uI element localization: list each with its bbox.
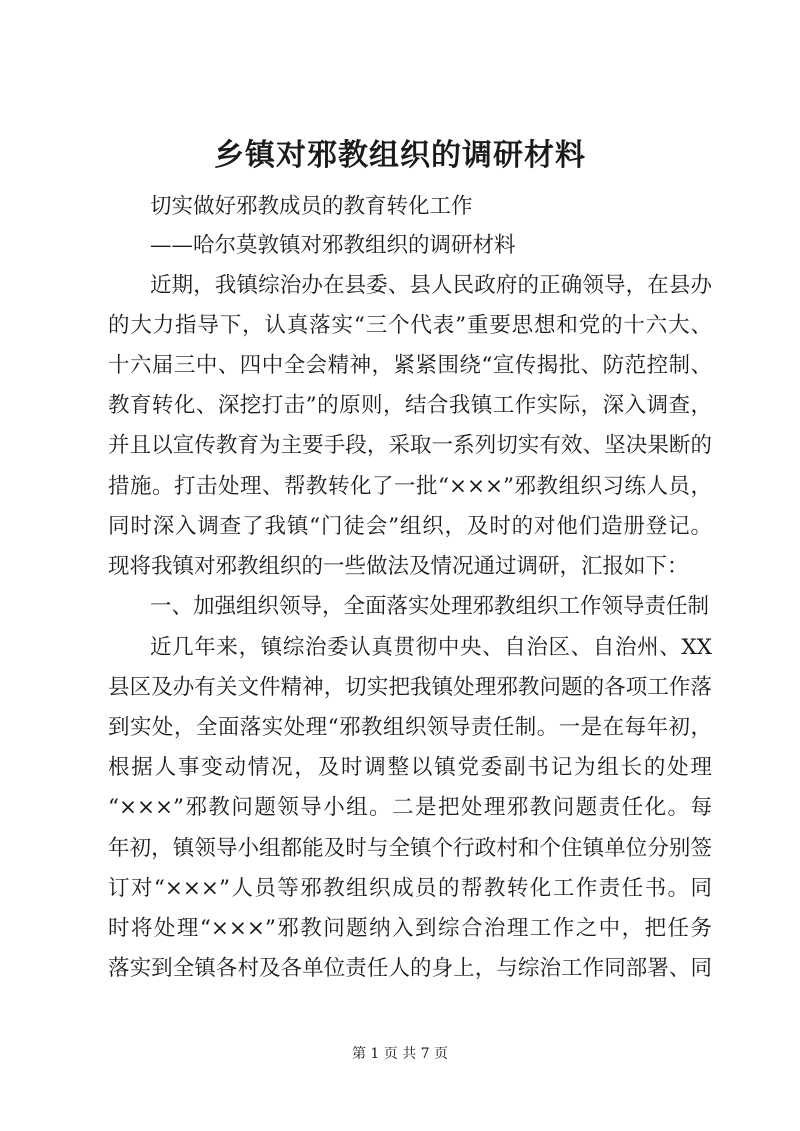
paragraph-1-line-4: 教育转化、深挖打击”的原则，结合我镇工作实际，深入调查， <box>108 393 712 418</box>
paragraph-2-line-6: 年初，镇领导小组都能及时与全镇个行政村和个住镇单位分别签 <box>108 836 712 861</box>
subtitle-line-1: 切实做好邪教成员的教育转化工作 <box>150 194 473 219</box>
paragraph-2-line-2: 县区及办有关文件精神，切实把我镇处理邪教问题的各项工作落 <box>108 675 712 700</box>
paragraph-1-line-5: 并且以宣传教育为主要手段，采取一系列切实有效、坚决果断的 <box>108 433 712 458</box>
section-1-heading: 一、加强组织领导，全面落实处理邪教组织工作领导责任制 <box>150 594 710 619</box>
paragraph-2-line-3: 到实处，全面落实处理“邪教组织领导责任制。一是在每年初， <box>108 715 712 740</box>
paragraph-2-line-4: 根据人事变动情况，及时调整以镇党委副书记为组长的处理 <box>108 755 712 780</box>
paragraph-2-line-7: 订对“×××”人员等邪教组织成员的帮教转化工作责任书。同 <box>108 876 712 901</box>
subtitle-line-2: ——哈尔莫敦镇对邪教组织的调研材料 <box>150 233 516 258</box>
paragraph-1-line-7: 同时深入调查了我镇“门徒会”组织，及时的对他们造册登记。 <box>108 514 712 539</box>
paragraph-1-line-6: 措施。打击处理、帮教转化了一批“×××”邪教组织习练人员， <box>108 474 712 499</box>
paragraph-1-line-2: 的大力指导下，认真落实“三个代表”重要思想和党的十六大、 <box>108 313 712 338</box>
paragraph-2-line-1: 近几年来，镇综治委认真贯彻中央、自治区、自治州、XX <box>150 635 712 660</box>
paragraph-1-line-8: 现将我镇对邪教组织的一些做法及情况通过调研，汇报如下： <box>108 554 689 579</box>
paragraph-2-line-9: 落实到全镇各村及各单位责任人的身上，与综治工作同部署、同 <box>108 956 712 981</box>
paragraph-1-line-3: 十六届三中、四中全会精神，紧紧围绕“宣传揭批、防范控制、 <box>108 353 712 378</box>
document-title: 乡镇对邪教组织的调研材料 <box>214 138 586 173</box>
paragraph-2-line-5: “×××”邪教问题领导小组。二是把处理邪教问题责任化。每 <box>108 795 712 820</box>
page-number-footer: 第 1 页 共 7 页 <box>351 1046 449 1062</box>
paragraph-2-line-8: 时将处理“×××”邪教问题纳入到综合治理工作之中，把任务 <box>108 916 712 941</box>
paragraph-1-line-1: 近期，我镇综治办在县委、县人民政府的正确领导，在县办 <box>150 273 712 298</box>
